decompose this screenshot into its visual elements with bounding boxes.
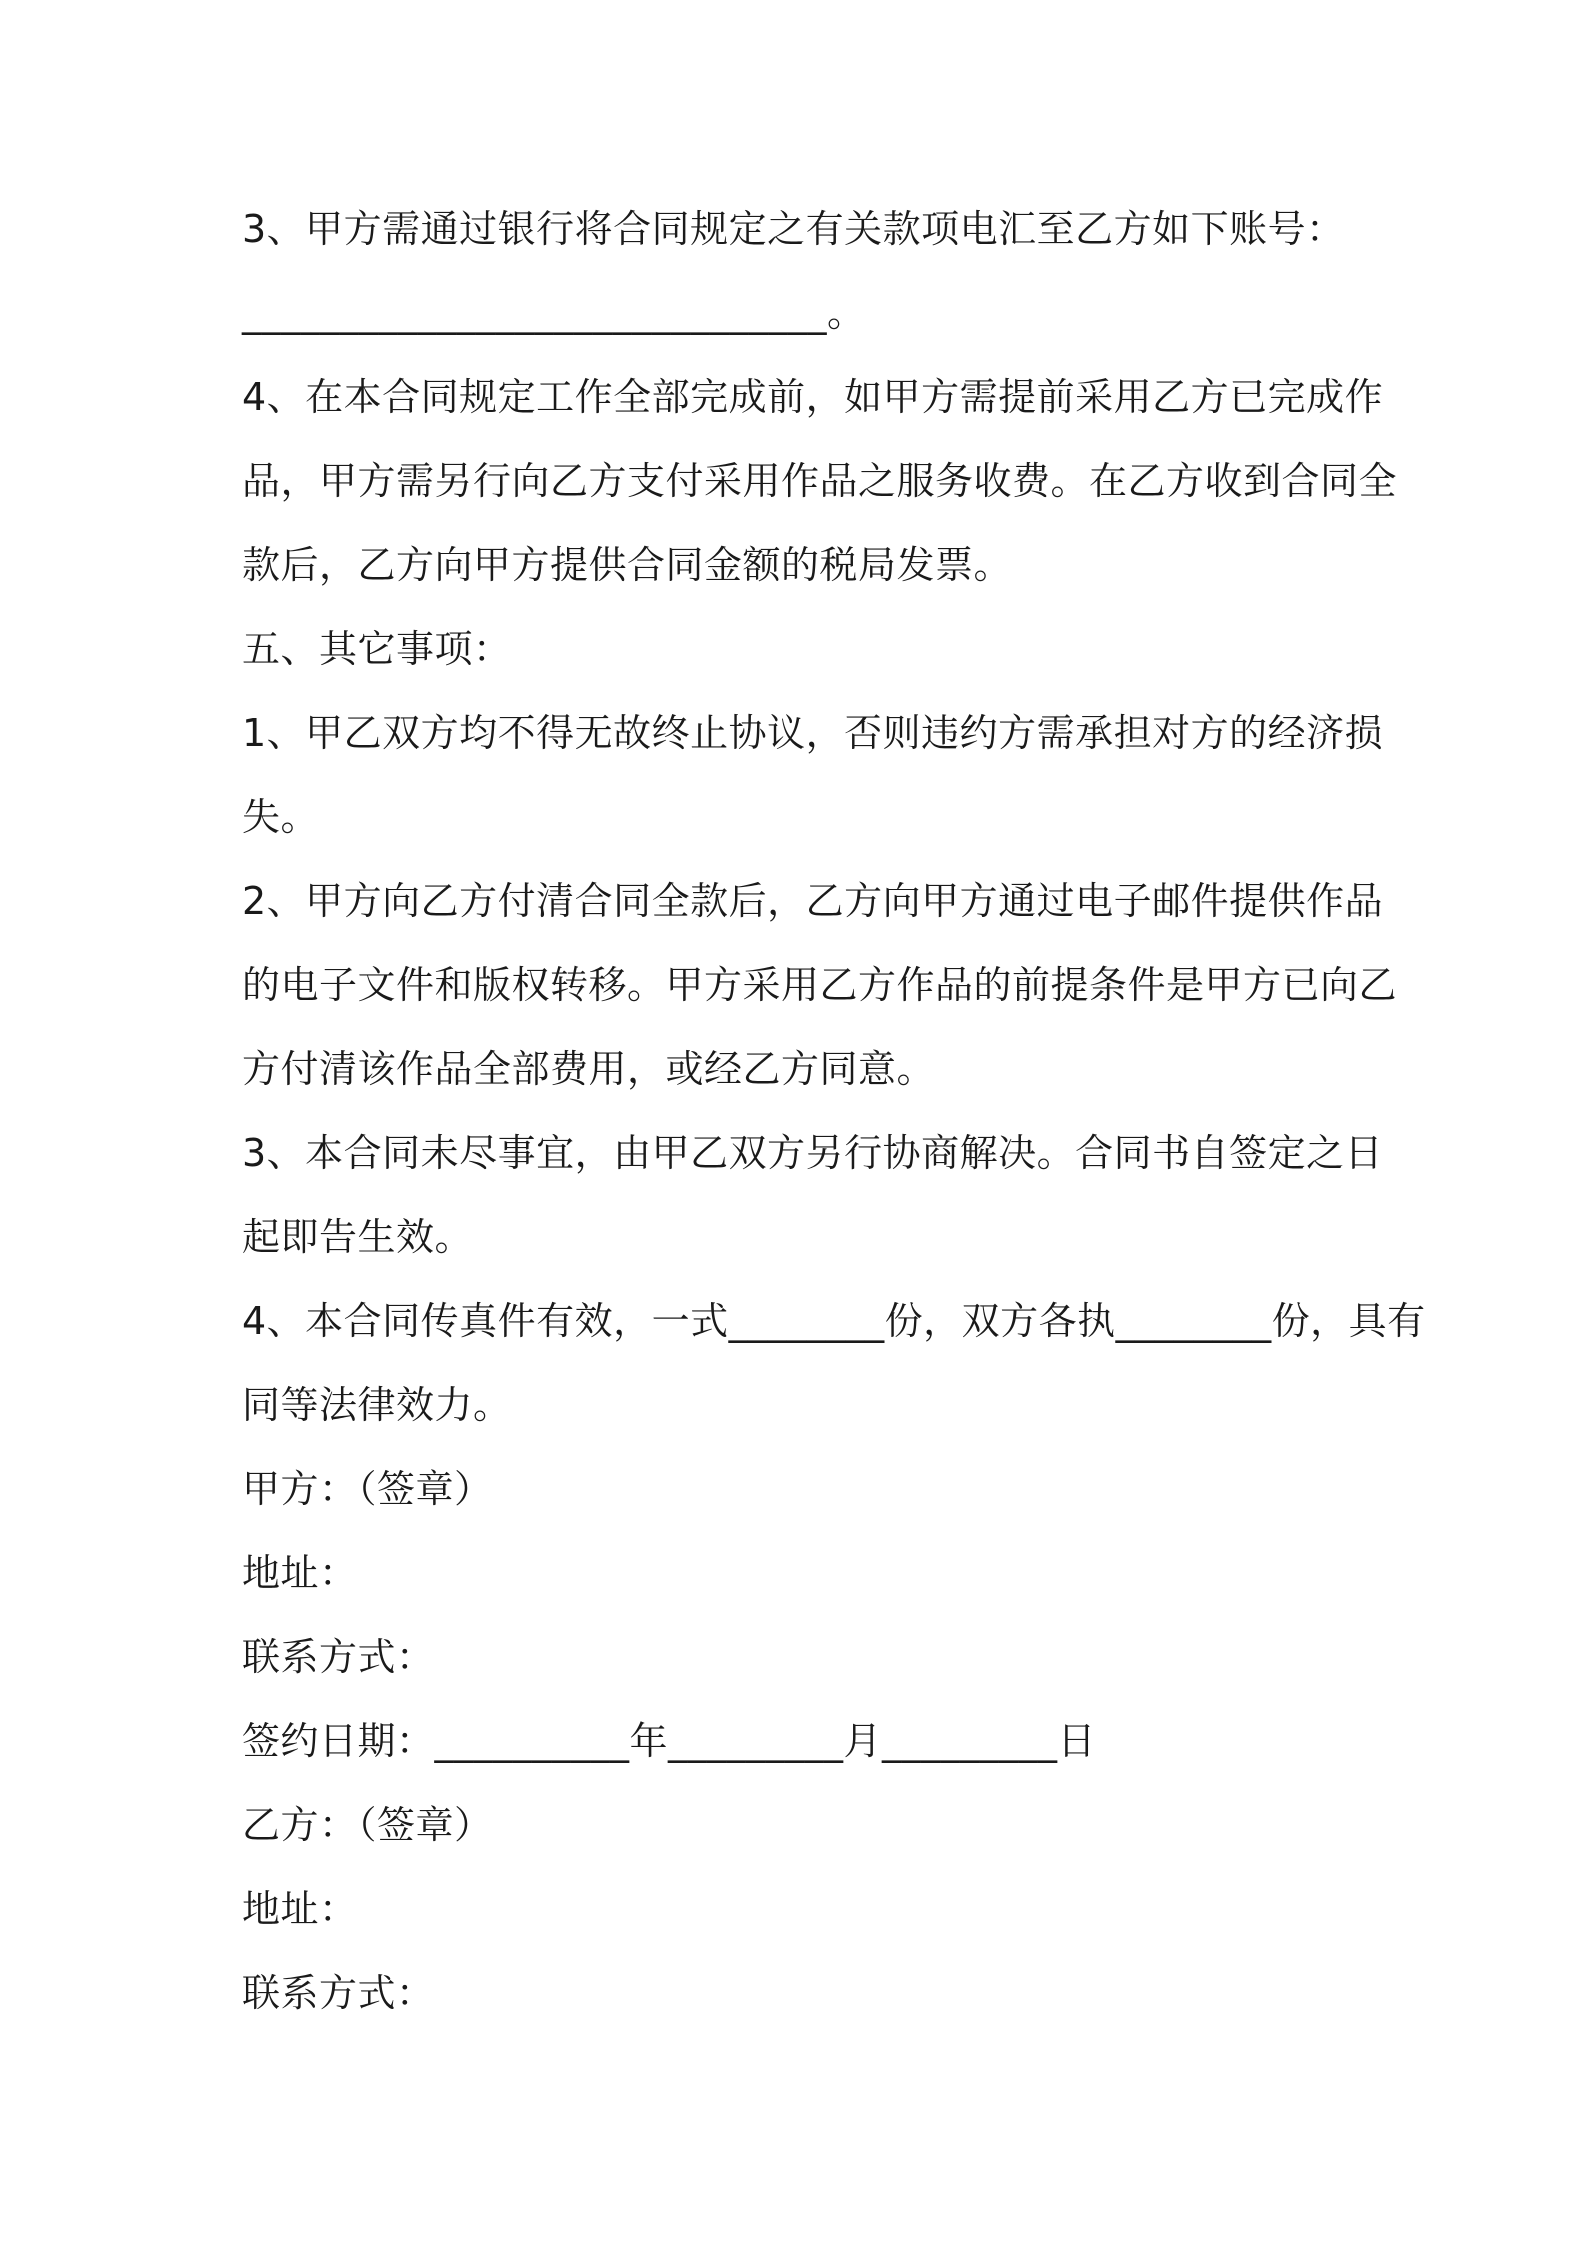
clause-3-bank-transfer: 3、甲方需通过银行将合同规定之有关款项电汇至乙方如下账号： — [242, 207, 1345, 251]
section-5-item-4-line-2: 同等法律效力。 — [242, 1383, 512, 1427]
account-number-blank: ______________________________。 — [242, 291, 866, 335]
party-b-contact: 联系方式： — [242, 1971, 435, 2015]
party-a-signature: 甲方：（签章） — [242, 1467, 493, 1511]
section-5-item-1-line-1: 1、甲乙双方均不得无故终止协议，否则违约方需承担对方的经济损 — [242, 711, 1384, 755]
section-5-item-2-line-2: 的电子文件和版权转移。甲方采用乙方作品的前提条件是甲方已向乙 — [242, 963, 1398, 1007]
party-b-address: 地址： — [242, 1887, 358, 1931]
section-5-heading: 五、其它事项： — [242, 627, 512, 671]
party-b-signature: 乙方：（签章） — [242, 1803, 493, 1847]
signing-date: 签约日期：__________年_________月_________日 — [242, 1719, 1097, 1763]
section-5-item-2-line-3: 方付清该作品全部费用，或经乙方同意。 — [242, 1047, 936, 1091]
party-a-contact: 联系方式： — [242, 1635, 435, 1679]
clause-4-line-1: 4、在本合同规定工作全部完成前，如甲方需提前采用乙方已完成作 — [242, 375, 1384, 419]
section-5-item-3-line-2: 起即告生效。 — [242, 1215, 474, 1259]
clause-4-line-3: 款后，乙方向甲方提供合同金额的税局发票。 — [242, 543, 1013, 587]
section-5-item-2-line-1: 2、甲方向乙方付清合同全款后，乙方向甲方通过电子邮件提供作品 — [242, 879, 1384, 923]
party-a-address: 地址： — [242, 1551, 358, 1595]
section-5-item-3-line-1: 3、本合同未尽事宜，由甲乙双方另行协商解决。合同书自签定之日 — [242, 1131, 1384, 1175]
section-5-item-1-line-2: 失。 — [242, 795, 320, 839]
clause-4-line-2: 品，甲方需另行向乙方支付采用作品之服务收费。在乙方收到合同全 — [242, 459, 1398, 503]
section-5-item-4-line-1: 4、本合同传真件有效，一式________份，双方各执________份，具有 — [242, 1299, 1426, 1343]
